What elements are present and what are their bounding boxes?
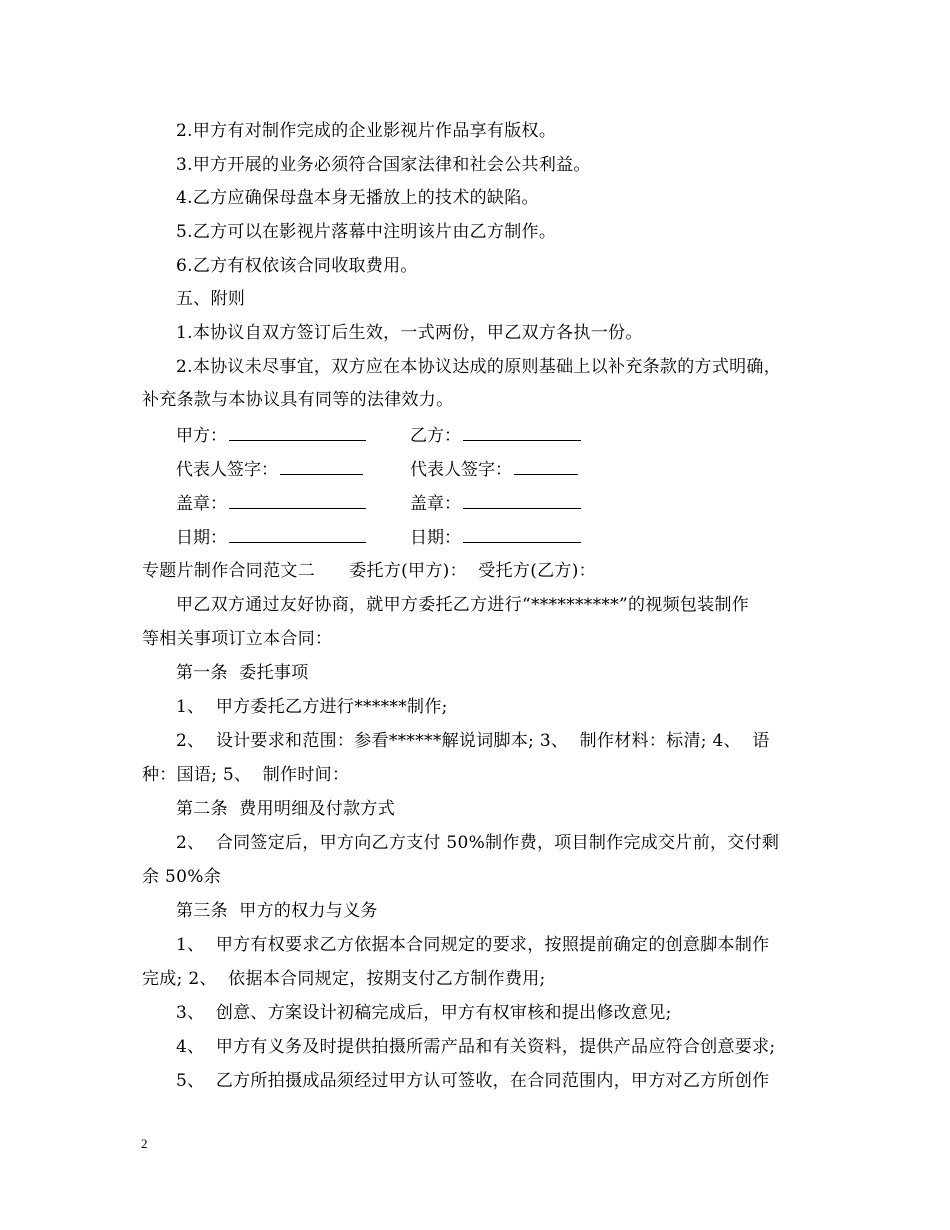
text-line: 5、 乙方所拍摄成品须经过甲方认可签收，在合同范围内，甲方对乙方所创作 bbox=[176, 1071, 770, 1091]
text-line: 3、 创意、方案设计初稿完成后，甲方有权审核和提出修改意见; bbox=[176, 1003, 672, 1023]
text-line: 1、 甲方委托乙方进行******制作; bbox=[176, 697, 448, 717]
article-heading: 第二条 费用明细及付款方式 bbox=[176, 799, 396, 819]
text-line: 2.甲方有对制作完成的企业影视片作品享有版权。 bbox=[176, 121, 557, 141]
signature-field-seal-b: 盖章： bbox=[410, 492, 581, 514]
article-heading: 第三条 甲方的权力与义务 bbox=[176, 901, 378, 921]
text-line: 完成; 2、 依据本合同规定，按期支付乙方制作费用; bbox=[142, 969, 546, 989]
signature-field-rep-a: 代表人签字： bbox=[176, 458, 363, 480]
text-line: 4.乙方应确保母盘本身无播放上的技术的缺陷。 bbox=[176, 188, 539, 208]
text-line: 4、 甲方有义务及时提供拍摄所需产品和有关资料，提供产品应符合创意要求; bbox=[176, 1037, 776, 1057]
text-line: 补充条款与本协议具有同等的法律效力。 bbox=[142, 390, 454, 410]
signature-field-seal-a: 盖章： bbox=[176, 492, 366, 514]
signature-field-date-b: 日期： bbox=[410, 526, 581, 548]
text-line: 5.乙方可以在影视片落幕中注明该片由乙方制作。 bbox=[176, 222, 557, 242]
page-number: 2 bbox=[141, 1136, 148, 1151]
text-line: 等相关事项订立本合同： bbox=[142, 629, 333, 649]
text-line: 2、 设计要求和范围：参看******解说词脚本; 3、 制作材料：标清; 4、 语 bbox=[176, 731, 770, 751]
text-line: 6.乙方有权依该合同收取费用。 bbox=[176, 256, 418, 276]
text-line: 2、 合同签定后，甲方向乙方支付 50%制作费，项目制作完成交片前，交付剩 bbox=[176, 833, 780, 853]
signature-field-rep-b: 代表人签字： bbox=[410, 458, 578, 480]
signature-field-party-a: 甲方： bbox=[176, 424, 366, 446]
text-line: 3.甲方开展的业务必须符合国家法律和社会公共利益。 bbox=[176, 155, 591, 175]
text-line: 1.本协议自双方签订后生效，一式两份，甲乙双方各执一份。 bbox=[176, 323, 643, 343]
section-title: 专题片制作合同范文二 委托方(甲方)： 受托方(乙方)： bbox=[142, 561, 596, 581]
signature-field-date-a: 日期： bbox=[176, 526, 366, 548]
section-heading: 五、附则 bbox=[176, 289, 246, 309]
article-heading: 第一条 委托事项 bbox=[176, 663, 309, 683]
text-line: 2.本协议未尽事宜，双方应在本协议达成的原则基础上以补充条款的方式明确， bbox=[176, 357, 782, 377]
text-line: 1、 甲方有权要求乙方依据本合同规定的要求，按照提前确定的创意脚本制作 bbox=[176, 935, 770, 955]
signature-field-party-b: 乙方： bbox=[410, 424, 581, 446]
text-line: 甲乙双方通过友好协商，就甲方委托乙方进行“**********”的视频包装制作 bbox=[176, 595, 750, 615]
text-line: 余 50%余 bbox=[142, 867, 221, 887]
text-line: 种：国语; 5、 制作时间： bbox=[142, 765, 350, 785]
